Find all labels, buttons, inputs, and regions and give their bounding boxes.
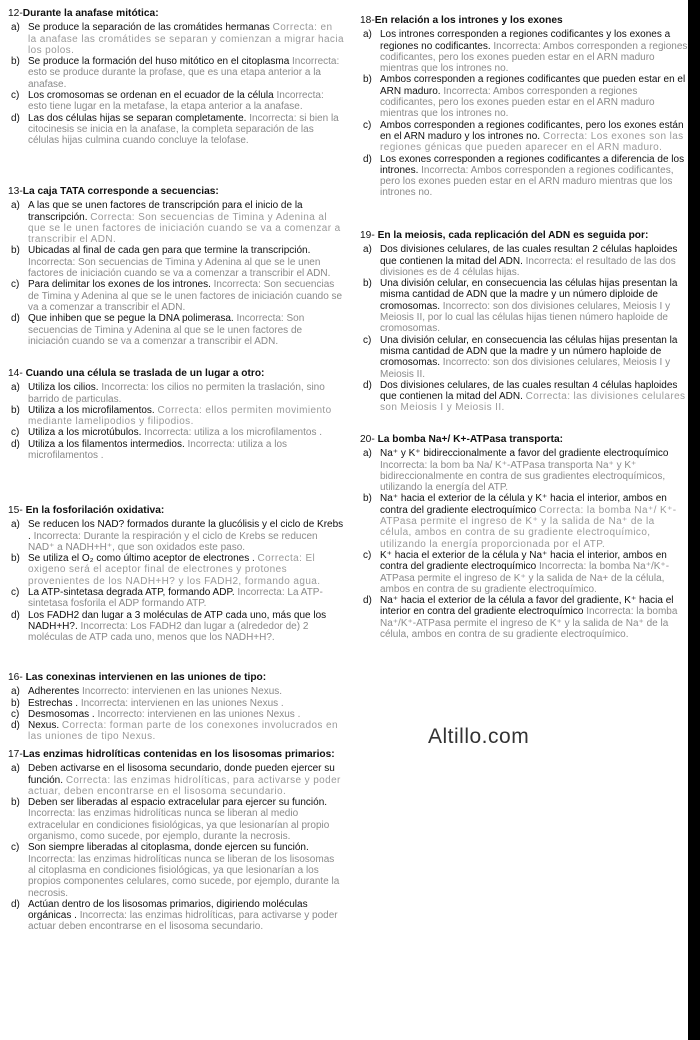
- option-statement: Utiliza a los filamentos intermedios.: [28, 438, 188, 450]
- explanation-correct: Correcta: Los exones son las regiones génicas que pueden aparecer en el ARN maduro.: [380, 130, 684, 154]
- option-letter: a): [11, 200, 20, 212]
- question-number: 18-: [360, 15, 375, 26]
- explanation-incorrect: Incorrecto: intervienen en las uniones Nexus.: [81, 686, 283, 698]
- question-number: 14-: [8, 368, 26, 379]
- explanation-correct: Correcta: las divisiones celulares son Meiosis I y Meiosis II.: [380, 391, 686, 414]
- explanation-incorrect: Incorrecto: intervienen en las uniones Nexus .: [97, 708, 301, 720]
- answer-option: [358, 380, 688, 414]
- question-title: [6, 8, 344, 19]
- option-letter: d): [363, 379, 372, 391]
- option-letter: d): [11, 898, 20, 910]
- answer-option: [6, 587, 344, 610]
- question-title: [6, 749, 344, 760]
- answer-option: [6, 22, 344, 56]
- question-title: [358, 230, 688, 241]
- explanation-incorrect: Incorrecta: las enzimas hidrolíticas nunca se liberan al medio extracelular en condiciones fisiológicas, ya que lesionarían al propio organismo, como sucede, por ejemplo, durante la necrosis.: [28, 808, 330, 843]
- option-statement: Actúan dentro de los lisosomas primarios, digiriendo moléculas orgánicas .: [28, 898, 308, 922]
- question-block: [358, 434, 688, 640]
- answer-option: [6, 797, 344, 842]
- option-letter: c): [11, 708, 20, 720]
- question-text: Cuando una célula se traslada de un lugar a otro:: [25, 368, 265, 379]
- option-letter: c): [363, 549, 372, 561]
- question-number: 17-: [8, 749, 23, 760]
- explanation-incorrect: Incorrecta: utiliza a los microfilamentos .: [144, 427, 322, 439]
- question-text: La bomba Na+/ K+-ATPasa transporta:: [377, 434, 564, 445]
- option-statement: Una división celular, en consecuencia las células hijas presentan la misma cantidad de ADN que la madre y un número haploide de cromosomas.: [380, 334, 678, 369]
- option-statement: Las dos células hijas se separan completamente.: [28, 112, 250, 124]
- explanation-incorrect: Incorrecta: si bien la citocinesis se inicia en la anafase, la completa separación de las células hijas culmina cuando concluye la telofase.: [28, 112, 339, 147]
- answer-option: [358, 278, 688, 334]
- option-statement: Son siempre liberadas al citoplasma, donde ejercen su función.: [28, 842, 309, 854]
- option-letter: c): [11, 279, 20, 291]
- question-number: 12-: [8, 8, 23, 19]
- option-statement: Na⁺ hacia el exterior de la célula y K⁺ hacia el interior, ambos en contra del gradiente electroquímico: [380, 493, 667, 516]
- option-letter: a): [11, 22, 20, 34]
- option-letter: b): [11, 697, 20, 709]
- explanation-correct: Correcta: El oxigeno será el aceptor final de electrones y protones provenientes de los NADH+H? y los FADH2, formando agua.: [28, 553, 321, 587]
- option-letter: b): [11, 245, 20, 257]
- answer-option: [6, 763, 344, 797]
- option-statement: Ambos corresponden a regiones codificantes que pueden estar en el ARN maduro.: [380, 74, 686, 97]
- option-letter: c): [11, 427, 20, 439]
- explanation-incorrect: Incorrecta: el resultado de las dos divisiones es de 4 células hijas.: [380, 255, 676, 278]
- question-title: [358, 15, 688, 26]
- explanation-incorrect: Incorrecta: Son secuencias de Timina y Adenina al que se le unen factores de iniciación cuando se va a comenzar a transcribir el ADN.: [28, 279, 343, 313]
- option-letter: a): [363, 448, 372, 460]
- option-statement: Los intrones corresponden a regiones codificantes y los exones a regiones no codificantes.: [380, 29, 671, 52]
- explanation-incorrect: Incorrecto: son dos divisiones celulares, Meiosis I y Meiosis II, por lo cual las células hijas tienen número haploide de cromosomas.: [380, 300, 671, 335]
- option-statement: Se produce la separación de las cromátides hermanas: [28, 22, 273, 34]
- answer-option: [6, 279, 344, 313]
- option-statement: Utiliza a los microtúbulos.: [28, 427, 145, 439]
- option-letter: a): [11, 686, 20, 698]
- option-statement: A las que se unen factores de transcripción para el inicio de la transcripción.: [28, 200, 303, 223]
- question-title: [6, 505, 344, 516]
- explanation-incorrect: Incorrecta: esto tiene lugar en la metafase, la etapa anterior a la anafase.: [28, 90, 324, 113]
- answer-option: [6, 200, 344, 245]
- explanation-incorrect: Incorrecta: la bom ba Na/ K⁺-ATPasa transporta Na⁺ y K⁺ bidireccionalmente en contra de sus gradientes electroquímicos, utilizando la energía del ATP.: [380, 459, 666, 494]
- answer-option: [358, 595, 688, 640]
- option-statement: Los cromosomas se ordenan en el ecuador de la célula: [28, 90, 277, 102]
- answer-option: [358, 29, 688, 74]
- explanation-correct: Correcta: las enzimas hidrolíticas, para activarse y poder actuar, deben encontrarse en el lisosoma secundario.: [28, 774, 341, 797]
- option-statement: Estrechas .: [28, 697, 81, 709]
- option-letter: b): [363, 493, 372, 505]
- option-statement: Se produce la formación del huso mitótico en el citoplasma: [28, 56, 293, 68]
- question-number: 20-: [360, 434, 378, 445]
- answer-option: [6, 56, 344, 90]
- answer-option: [6, 90, 344, 113]
- option-statement: Deben ser liberadas al espacio extracelular para ejercer su función.: [28, 797, 328, 809]
- answer-option: [6, 405, 344, 428]
- answer-option: [358, 550, 688, 595]
- explanation-incorrect: Incorrecto: son dos divisiones celulares, Meiosis I y Meiosis II.: [380, 357, 671, 380]
- explanation-incorrect: Incorrecta: utiliza a los microfilamentos .: [28, 438, 288, 462]
- option-letter: d): [11, 438, 20, 450]
- option-letter: b): [11, 797, 20, 809]
- answer-option: [358, 448, 688, 493]
- option-letter: c): [11, 587, 20, 599]
- answer-option: [358, 120, 688, 154]
- question-text: En la fosforilación oxidativa:: [25, 505, 165, 516]
- question-number: 13-: [8, 186, 23, 197]
- option-statement: Los FADH2 dan lugar a 3 moléculas de ATP cada uno, más que los NADH+H?.: [28, 609, 327, 632]
- explanation-incorrect: Incorrecta: la bomba Na⁺/K⁺-ATPasa permite el ingreso de K⁺ y la salida de Na⁺ de la célula, ambos en contra de su gradiente electroquímico.: [380, 606, 678, 641]
- option-statement: Na⁺ hacia el exterior de la célula a favor del gradiente, K⁺ hacia el interior en contra del gradiente electroquímico: [380, 595, 674, 618]
- option-letter: b): [11, 56, 20, 68]
- option-letter: a): [11, 519, 20, 531]
- option-statement: La ATP-sintetasa degrada ATP, formando ADP.: [28, 587, 238, 599]
- answer-option: [6, 245, 344, 279]
- explanation-incorrect: Incorrecta: Ambos corresponden a regiones codificantes, pero los exones pueden estar en el ARN maduro mientras que los intrones no.: [380, 40, 688, 75]
- question-block: [6, 368, 344, 461]
- question-block: [6, 186, 344, 347]
- answer-option: [6, 698, 344, 709]
- answer-option: [358, 493, 688, 549]
- explanation-correct: Correcta: Son secuencias de Timina y Adenina al que se le unen factores de iniciación cuando se va a comenzar a transcribir el ADN.: [28, 211, 341, 246]
- answer-option: [6, 313, 344, 347]
- answer-option: [6, 899, 344, 933]
- option-letter: a): [363, 29, 372, 41]
- option-letter: c): [363, 119, 372, 131]
- option-statement: Desmosomas .: [28, 708, 98, 720]
- question-text: En la meiosis, cada replicación del ADN es seguida por:: [377, 230, 649, 241]
- explanation-incorrect: Incorrecta: Los FADH2 dan lugar a (alrededor de) 2 moléculas de ATP cada uno, menos que los NADH+H?.: [28, 620, 309, 644]
- explanation-incorrect: Incorrecta: las enzimas hidrolíticas nunca se liberan de los lisosomas al citoplasma en condiciones fisiológicas, ya que lesionarían a los propios componentes celulares, como sucede, por ejemplo, durante la necrosis.: [28, 853, 340, 899]
- option-statement: Ubicadas al final de cada gen para que termine la transcripción.: [28, 245, 311, 257]
- option-letter: d): [11, 112, 20, 124]
- option-statement: Nexus.: [28, 720, 62, 732]
- answer-option: [6, 427, 344, 438]
- question-block: [6, 8, 344, 147]
- option-statement: Para delimitar los exones de los intrones.: [28, 279, 214, 291]
- explanation-incorrect: Incorrecta: Ambos corresponden a regiones codificantes, pero los exones pueden estar en el ARN maduro mientras que los intrones no.: [380, 85, 655, 120]
- option-letter: d): [11, 609, 20, 621]
- edge-bar: [688, 0, 700, 1040]
- option-statement: Los exones corresponden a regiones codificantes a diferencia de los intrones.: [380, 153, 685, 176]
- answer-option: [6, 842, 344, 898]
- option-statement: Una división celular, en consecuencia las células hijas presentan la misma cantidad de ADN que la madre y un número diploide de cromosomas.: [380, 278, 678, 312]
- answer-option: [6, 686, 344, 697]
- explanation-correct: Correcta: ellos permiten movimiento mediante lamelipodios y filipodios.: [28, 404, 332, 428]
- answer-option: [6, 553, 344, 587]
- explanation-incorrect: Incorrecta: esto se produce durante la profase, que es una etapa anterior a la anafase.: [28, 56, 340, 90]
- option-statement: Se utiliza el O₂ como último aceptor de electrones .: [28, 553, 258, 565]
- answer-option: [358, 74, 688, 119]
- question-number: 16-: [8, 672, 26, 683]
- answer-option: [6, 439, 344, 462]
- explanation-incorrect: Incorrecta: intervienen en las uniones Nexus .: [80, 697, 284, 709]
- answer-option: [6, 113, 344, 147]
- question-block: [6, 672, 344, 743]
- option-letter: a): [363, 244, 372, 256]
- altillo-watermark: Altillo.com: [428, 725, 530, 748]
- explanation-incorrect: Incorrecta: La ATP-sintetasa fosforila el ADP formando ATP.: [28, 587, 323, 610]
- question-block: [6, 505, 344, 644]
- option-statement: Que inhiben que se pegue la DNA polimerasa.: [28, 313, 237, 325]
- option-statement: Dos divisiones celulares, de las cuales resultan 4 células haploides que contienen la mitad del ADN.: [380, 379, 678, 403]
- option-letter: c): [11, 842, 20, 854]
- question-title: [358, 434, 688, 445]
- answer-option: [358, 244, 688, 278]
- option-letter: a): [11, 763, 20, 775]
- question-title: [6, 368, 344, 379]
- answer-option: [358, 154, 688, 199]
- question-text: Las enzimas hidrolíticas contenidas en los lisosomas primarios:: [22, 749, 335, 760]
- option-statement: Deben activarse en el lisosoma secundario, donde pueden ejercer su función.: [28, 763, 335, 786]
- question-title: [6, 672, 344, 683]
- option-statement: Utiliza los cilios.: [28, 382, 102, 394]
- explanation-correct: Correcta: en la anafase las cromátides se separan y comienzan a migrar hacia los polos.: [28, 22, 344, 56]
- answer-option: [6, 610, 344, 644]
- option-statement: Se reducen los NAD? formados durante la glucólisis y el ciclo de Krebs .: [28, 519, 344, 542]
- option-statement: Ambos corresponden a regiones codificantes, pero los exones están en el ARN maduro y los intrones no.: [380, 119, 684, 142]
- option-letter: c): [11, 90, 20, 102]
- answer-option: [358, 335, 688, 380]
- option-letter: c): [363, 334, 372, 346]
- answer-option: [6, 709, 344, 720]
- question-number: 19-: [360, 230, 378, 241]
- question-text: Durante la anafase mitótica:: [22, 8, 159, 19]
- question-block: [6, 749, 344, 933]
- option-letter: d): [363, 153, 372, 165]
- explanation-incorrect: Incorrecta: los cilios no permiten la traslación, sino barrido de particulas.: [28, 382, 325, 405]
- option-letter: d): [11, 313, 20, 325]
- option-statement: Adherentes: [28, 686, 82, 698]
- question-number: 15-: [8, 505, 26, 516]
- explanation-incorrect: Incorrecta: Ambos corresponden a regiones codificantes, pero los exones pueden estar en el ARN maduro mientras que los intrones no.: [380, 164, 674, 199]
- explanation-incorrect: Incorrecta: Son secuencias de Timina y Adenina al que se le unen factores de iniciación cuando se va a comenzar a transcribir el ADN.: [28, 256, 331, 280]
- explanation-correct: Correcta: forman parte de los conexones involucrados en las uniones de tipo Nexus.: [28, 720, 338, 743]
- option-statement: K⁺ hacia el exterior de la célula y Na⁺ hacia el interior, ambos en contra del gradiente electroquímico: [380, 549, 667, 573]
- answer-option: [6, 720, 344, 743]
- option-letter: d): [363, 595, 372, 607]
- explanation-incorrect: Incorrecta: las enzimas hidrolíticas, para activarse y poder actuar deben encontrarse en el lisosoma secundario.: [28, 910, 338, 933]
- question-text: Las conexinas intervienen en las uniones de tipo:: [25, 672, 267, 683]
- explanation-correct: Correcta: la bomba Na⁺/ K⁺-ATPasa permite el ingreso de K⁺ y la salida de Na⁺ de la célula, ambos en contra de su gradiente electroquímico, utilizando la energía proporcionada por el ATP.: [380, 504, 677, 550]
- option-letter: b): [11, 404, 20, 416]
- option-letter: b): [363, 278, 372, 290]
- option-letter: d): [11, 720, 20, 732]
- question-title: [6, 186, 344, 197]
- answer-option: [6, 519, 344, 553]
- option-letter: a): [11, 382, 20, 394]
- question-block: [358, 230, 688, 414]
- option-statement: Utiliza a los microfilamentos.: [28, 404, 158, 416]
- explanation-incorrect: Incorrecta: Son secuencias de Timina y Adenina al que se le unen factores de iniciación cuando se va a comenzar a transcribir el ADN.: [28, 313, 305, 347]
- question-text: En relación a los intrones y los exones: [374, 15, 563, 26]
- explanation-incorrect: Incorrecta: la bomba Na⁺/K⁺-ATPasa permite el ingreso de K⁺ y la salida de Na+ de la célula, ambos en contra de su gradiente electroquímico.: [380, 561, 670, 595]
- question-text: La caja TATA corresponde a secuencias:: [22, 186, 219, 197]
- option-letter: b): [11, 553, 20, 565]
- option-letter: b): [363, 74, 372, 86]
- question-block: [358, 15, 688, 199]
- option-statement: Dos divisiones celulares, de las cuales resultan 2 células haploides que contienen la mitad del ADN.: [380, 244, 678, 267]
- explanation-incorrect: Incorrecta: Durante la respiración y el ciclo de Krebs se reducen NAD⁺ a NADH+H⁺, que son oxidados este paso.: [28, 530, 318, 553]
- option-statement: Na⁺ y K⁺ bidireccionalmente a favor del gradiente electroquímico: [380, 448, 669, 460]
- answer-option: [6, 382, 344, 405]
